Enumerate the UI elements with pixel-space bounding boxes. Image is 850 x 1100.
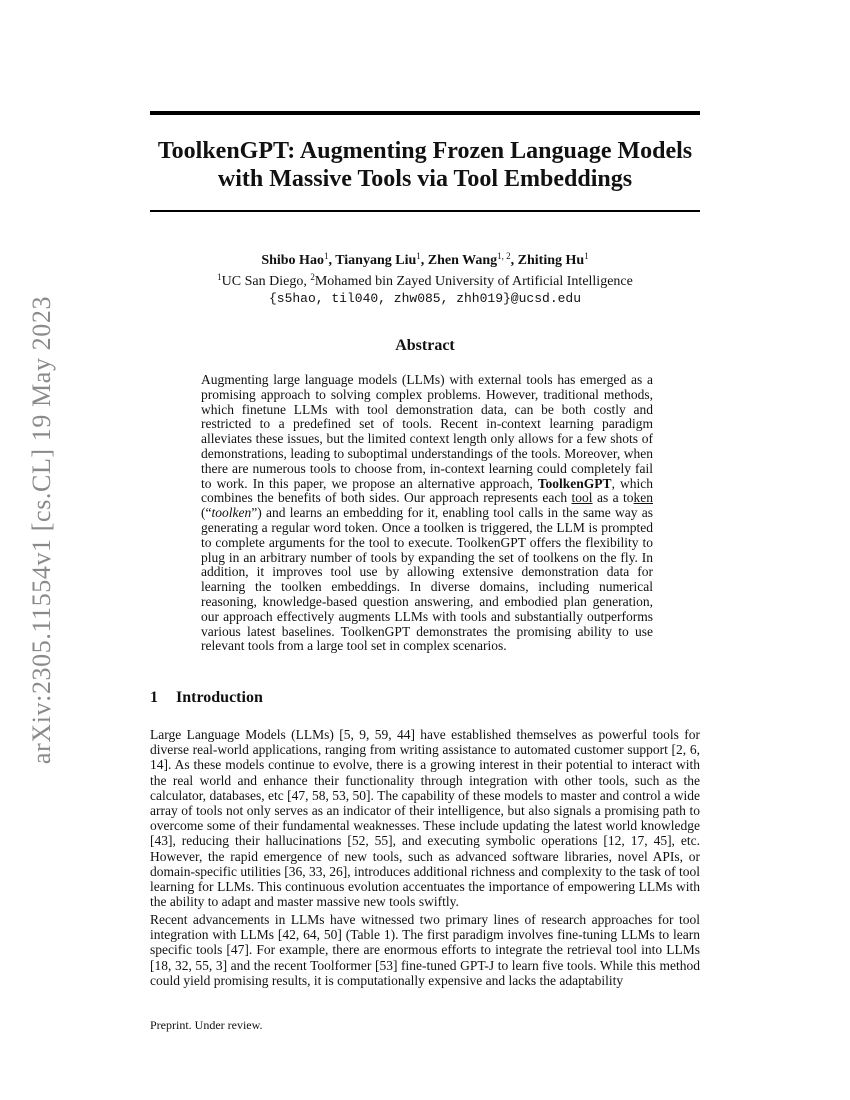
- abstract-heading: Abstract: [395, 337, 455, 354]
- introduction-paragraph-2: Recent advancements in LLMs have witnessed two primary lines of research approaches for tool integration with LLMs [42, 64, 50] (Table 1). The first paradigm involves fine-tuning LLMs to learn specific tools [47]. For example, there are enormous efforts to integrate the retrieval tool into LLMs [18, 32, 55, 3] and the recent Toolformer [53] fine-tuned GPT-J to learn five tools. While this method could yield promising results, it is computationally expensive and lacks the adaptability: [150, 912, 700, 988]
- abstract-text: ”) and learns an embedding for it, enabling tool calls in the same way as generating a regular word token. Once a toolken is triggered, the LLM is prompted to complete arguments for the tool to execute. ToolkenGPT offers the flexibility to plug in an arbitrary number of tools by expanding the set of toolkens on the fly. In addition, it improves tool use by allowing extensive demonstration data for learning the toolken embeddings. In diverse domains, including numerical reasoning, knowledge-based question answering, and embodied plan generation, our approach effectively augments LLMs with tools and substantially outperforms various latest baselines. ToolkenGPT demonstrates the promising ability to use relevant tools from a large tool set in complex scenarios.: [201, 505, 653, 654]
- paper-title-line-2: with Massive Tools via Tool Embeddings: [217, 166, 633, 192]
- tool-underlined: tool: [571, 490, 593, 506]
- ken-underlined: ken: [633, 490, 653, 506]
- affiliation-mark-1: 1: [217, 272, 222, 282]
- abstract-text: Augmenting large language models (LLMs) with external tools has emerged as a promising approach to solving complex problems. However, traditional methods, which finetune LLMs with tool demonstration data, can be both costly and restricted to a predefined set of tools. Recent in-context learning paradigm alleviates these issues, but the limited context length only allows for a few shots of demonstrations, leading to suboptimal understandings of the tools. Moreover, when there are numerous tools to choose from, in-context learning could completely fail to work. In this paper, we propose an alternative approach,: [201, 372, 653, 491]
- arxiv-identifier-stamp: arXiv:2305.11554v1 [cs.CL] 19 May 2023: [27, 295, 56, 765]
- author-separator: ,: [420, 253, 428, 268]
- toolken-italic: toolken: [211, 505, 252, 521]
- method-name: ToolkenGPT: [537, 475, 612, 491]
- author-affiliation-mark: 1: [323, 251, 329, 261]
- abstract-text: , which combines the benefits of both sides. Our approach represents each: [201, 475, 653, 506]
- author-affiliation-mark: 1, 2: [497, 251, 511, 261]
- paper-title-line-1: ToolkenGPT: Augmenting Frozen Language Models: [157, 138, 693, 164]
- author-name: Zhiting Hu: [517, 253, 585, 268]
- author-separator: ,: [510, 253, 518, 268]
- authors-block: [150, 248, 700, 307]
- affiliations: [150, 269, 700, 290]
- author-list: [150, 248, 700, 269]
- abstract-text: as a to: [592, 490, 634, 506]
- author-name: Tianyang Liu: [335, 253, 417, 268]
- author-affiliation-mark: 1: [584, 251, 589, 261]
- author-separator: ,: [328, 253, 336, 268]
- author-name: Zhen Wang: [427, 253, 498, 268]
- author-name: Shibo Hao: [261, 253, 324, 268]
- author-emails: {s5hao, til040, zhw085, zhh019}@ucsd.edu: [268, 291, 582, 306]
- author-affiliation-mark: 1: [416, 251, 421, 261]
- footer-note: Preprint. Under review.: [150, 1018, 263, 1032]
- title-rule-bottom: [150, 210, 700, 212]
- section-number: 1: [150, 689, 158, 706]
- title-rule-top: [150, 111, 700, 115]
- introduction-paragraph-1: Large Language Models (LLMs) [5, 9, 59, 44] have established themselves as powerful tools for diverse real-world applications, ranging from writing assistance to automated customer support [2, 6, 14]. As these models continue to evolve, there is a growing interest in their potential to interact with the real world and enhance their functionality through integration with other tools, such as the calculator, databases, etc [47, 58, 53, 50]. The capability of these models to master and control a wide array of tools not only serves as an indicator of their intelligence, but also signals a promising path to overcome some of their fundamental weaknesses. These include updating the latest world knowledge [43], reducing their hallucinations [52, 55], and executing symbolic operations [12, 17, 45], etc. However, the rapid emergence of new tools, such as advanced software libraries, novel APIs, or domain-specific utilities [36, 33, 26], introduces additional richness and complexity to the task of tool learning for LLMs. This continuous evolution accentuates the importance of empowering LLMs with the ability to adapt and master massive new tools swiftly.: [150, 727, 701, 910]
- section-heading-introduction: [150, 689, 263, 707]
- affiliation-1: UC San Diego,: [221, 274, 311, 289]
- abstract-body: [201, 373, 653, 654]
- section-title: Introduction: [176, 689, 263, 706]
- affiliation-mark-2: 2: [310, 272, 315, 282]
- affiliation-2: Mohamed bin Zayed University of Artificial Intelligence: [314, 274, 633, 289]
- paper-title: [150, 137, 700, 193]
- abstract-text: (“: [201, 505, 212, 521]
